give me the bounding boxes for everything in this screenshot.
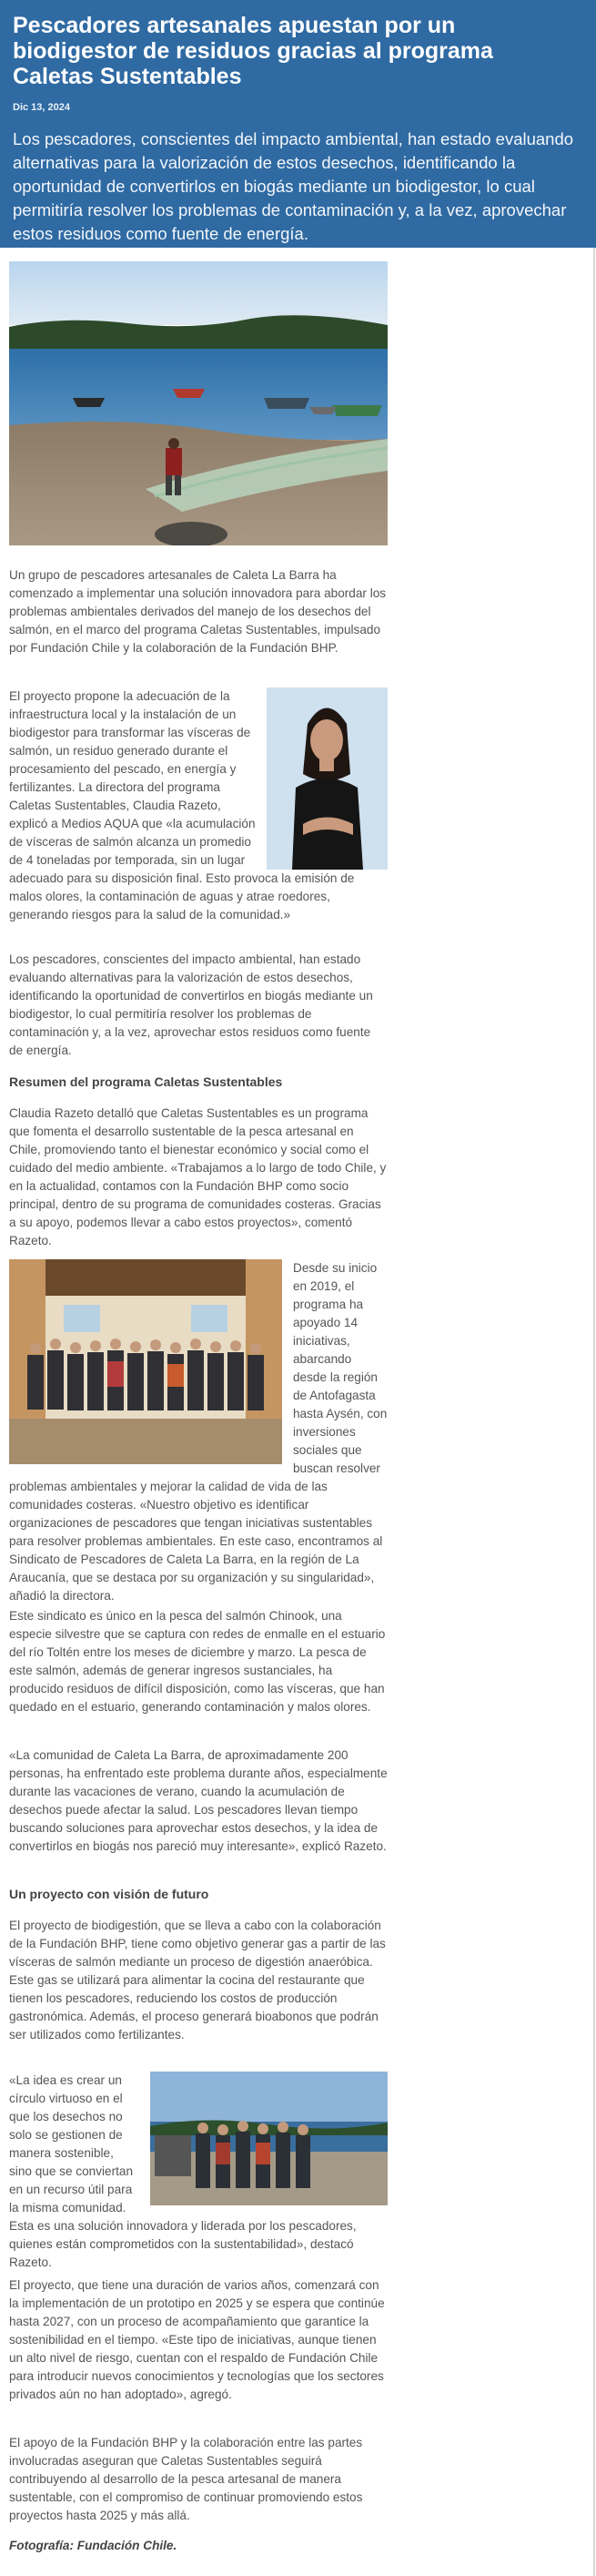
photo-credit: Fotografía: Fundación Chile. [9,2539,177,2552]
article-header [0,0,596,248]
paragraph: Este sindicato es único en la pesca del salmón Chinook, una especie silvestre que se captura con redes de enmalle en el estuario del río Toltén entre los meses de diciembre y marzo. La pesca de este salmón, además de generar ingresos sustanciales, ha producido residuos de difícil disposición, como las vísceras, que han quedado en el estuario, generando contaminación y malos olores. [9,1609,386,1714]
paragraph: Un grupo de pescadores artesanales de Caleta La Barra ha comenzado a implementar una solución innovadora para abordar los problemas ambientales derivados del manejo de los desechos del salmón, en el marco del programa Caletas Sustentables, impulsado por Fundación Chile y la colaboración de la Fundación BHP. [9,568,387,655]
article-title: Pescadores artesanales apuestan por un biodigestor de residuos gracias al programa Caletas Sustentables [13,13,493,89]
section-heading: Un proyecto con visión de futuro [9,1887,209,1901]
paragraph: Claudia Razeto detalló que Caletas Sustentables es un programa que fomenta el desarrollo sustentable de la pesca artesanal en Chile, promoviendo tanto el bienestar económico y social como el cuidado del medio ambiente. «Trabajamos a lo largo de todo Chile, y en la actualidad, contamos con la Fundación BHP como socio principal, dentro de su programa de comunidades costeras. Gracias a su apoyo, podemos llevar a cabo estos proyectos», comentó Razeto. [9,1106,387,1247]
paragraph: El apoyo de la Fundación BHP y la colaboración entre las partes involucradas aseguran que Caletas Sustentables seguirá contribuyendo al desarrollo de la pesca artesanal de manera sustentable, con el compromiso de continuar promoviendo estos proyectos hasta 2025 y más allá. [9,2436,363,2522]
paragraph-with-float: El proyecto propone la adecuación de la infraestructura local y la instalación de un biodigestor para transformar las vísceras de salmón, un residuo generado durante el procesamiento del pescado, en energía y fertilizantes. La directora del programa Caletas Sustentables, Claudia Razeto, explicó a Medios AQUA que «la acumulación de vísceras de salmón alcanza un promedio de 4 toneladas por temporada, sin un lugar adecuado para su disposición final. Esto provoca la emisión de malos olores, la contaminación de aguas y atrae roedores, generando riesgos para la salud de la comunidad.» [9,689,355,921]
paragraph-with-float: «La idea es crear un círculo virtuoso en el que los desechos no solo se gestionen de manera sostenible, sino que se conviertan en un recurso útil para la misma comunidad. Esta es una solución innovadora y liderada por los pescadores, quienes están comprometidos con la sustentabilidad», destacó Razeto. [9,2073,357,2269]
paragraph: «La comunidad de Caleta La Barra, de aproximadamente 200 personas, ha enfrentado este problema durante años, especialmente durante las vacaciones de verano, cuando la acumulación de desechos puede afectar la salud. Los pescadores llevan tiempo buscando soluciones para aprovechar estos desechos, y la idea de convertirlos en biogás nos pareció muy interesante», explicó Razeto. [9,1748,388,1853]
paragraph: El proyecto de biodigestión, que se lleva a cabo con la colaboración de la Fundación BHP, tiene como objetivo generar gas a partir de las vísceras de salmón mediante un proceso de digestión anaeróbica. Este gas se utilizará para alimentar la cocina del restaurante que tienen los pescadores, reduciendo los costos de producción gastronómica. Además, el proceso generará bioabonos que podrán ser utilizados como fertilizantes. [9,1919,386,2041]
section-heading: Resumen del programa Caletas Sustentables [9,1074,283,1089]
paragraph: Los pescadores, conscientes del impacto ambiental, han estado evaluando alternativas para la valorización de estos desechos, identificando la oportunidad de convertirlos en biogás mediante un biodigestor, lo cual permitiría resolver los problemas de contaminación y, a la vez, aprovechar estos residuos como fuente de energía. [9,952,373,1057]
paragraph: El proyecto, que tiene una duración de varios años, comenzará con la implementación de un prototipo en 2025 y se espera que continúe hasta 2027, con un proceso de acompañamiento que garantice la sostenibilidad en el tiempo. «Este tipo de iniciativas, aunque tienen un alto nivel de riesgo, cuentan con el respaldo de Fundación Chile para introducir nuevos conocimientos y tecnologías que los sectores privados aún no han adoptado», agregó. [9,2278,385,2401]
photo-fishermen-boats [9,261,388,545]
page-divider [593,248,595,2576]
paragraph-with-float: Desde su inicio en 2019, el programa ha apoyado 14 iniciativas, abarcando desde la región de Antofagasta hasta Aysén, con inversiones sociales que buscan resolver problemas ambientales y mejorar la calidad de vida de las comunidades costeras. «Nuestro objetivo es identificar organizaciones de pescadores que tengan iniciativas sustentables para resolver problemas ambientales. En este caso, encontramos al Sindicato de Pescadores de Caleta La Barra, en la región de La Araucanía, que se destaca por su organización y su singularidad», añadió la directora. [9,1261,388,1603]
article-date: Dic 13, 2024 [13,102,70,113]
article-lead: Los pescadores, conscientes del impacto ambiental, han estado evaluando alternativas para la valorización de estos desechos, identificando la oportunidad de convertirlos en biogás mediante un biodigestor, lo cual permitiría resolver los problemas de contaminación y, a la vez, aprovechar estos residuos como fuente de energía. [13,129,574,243]
